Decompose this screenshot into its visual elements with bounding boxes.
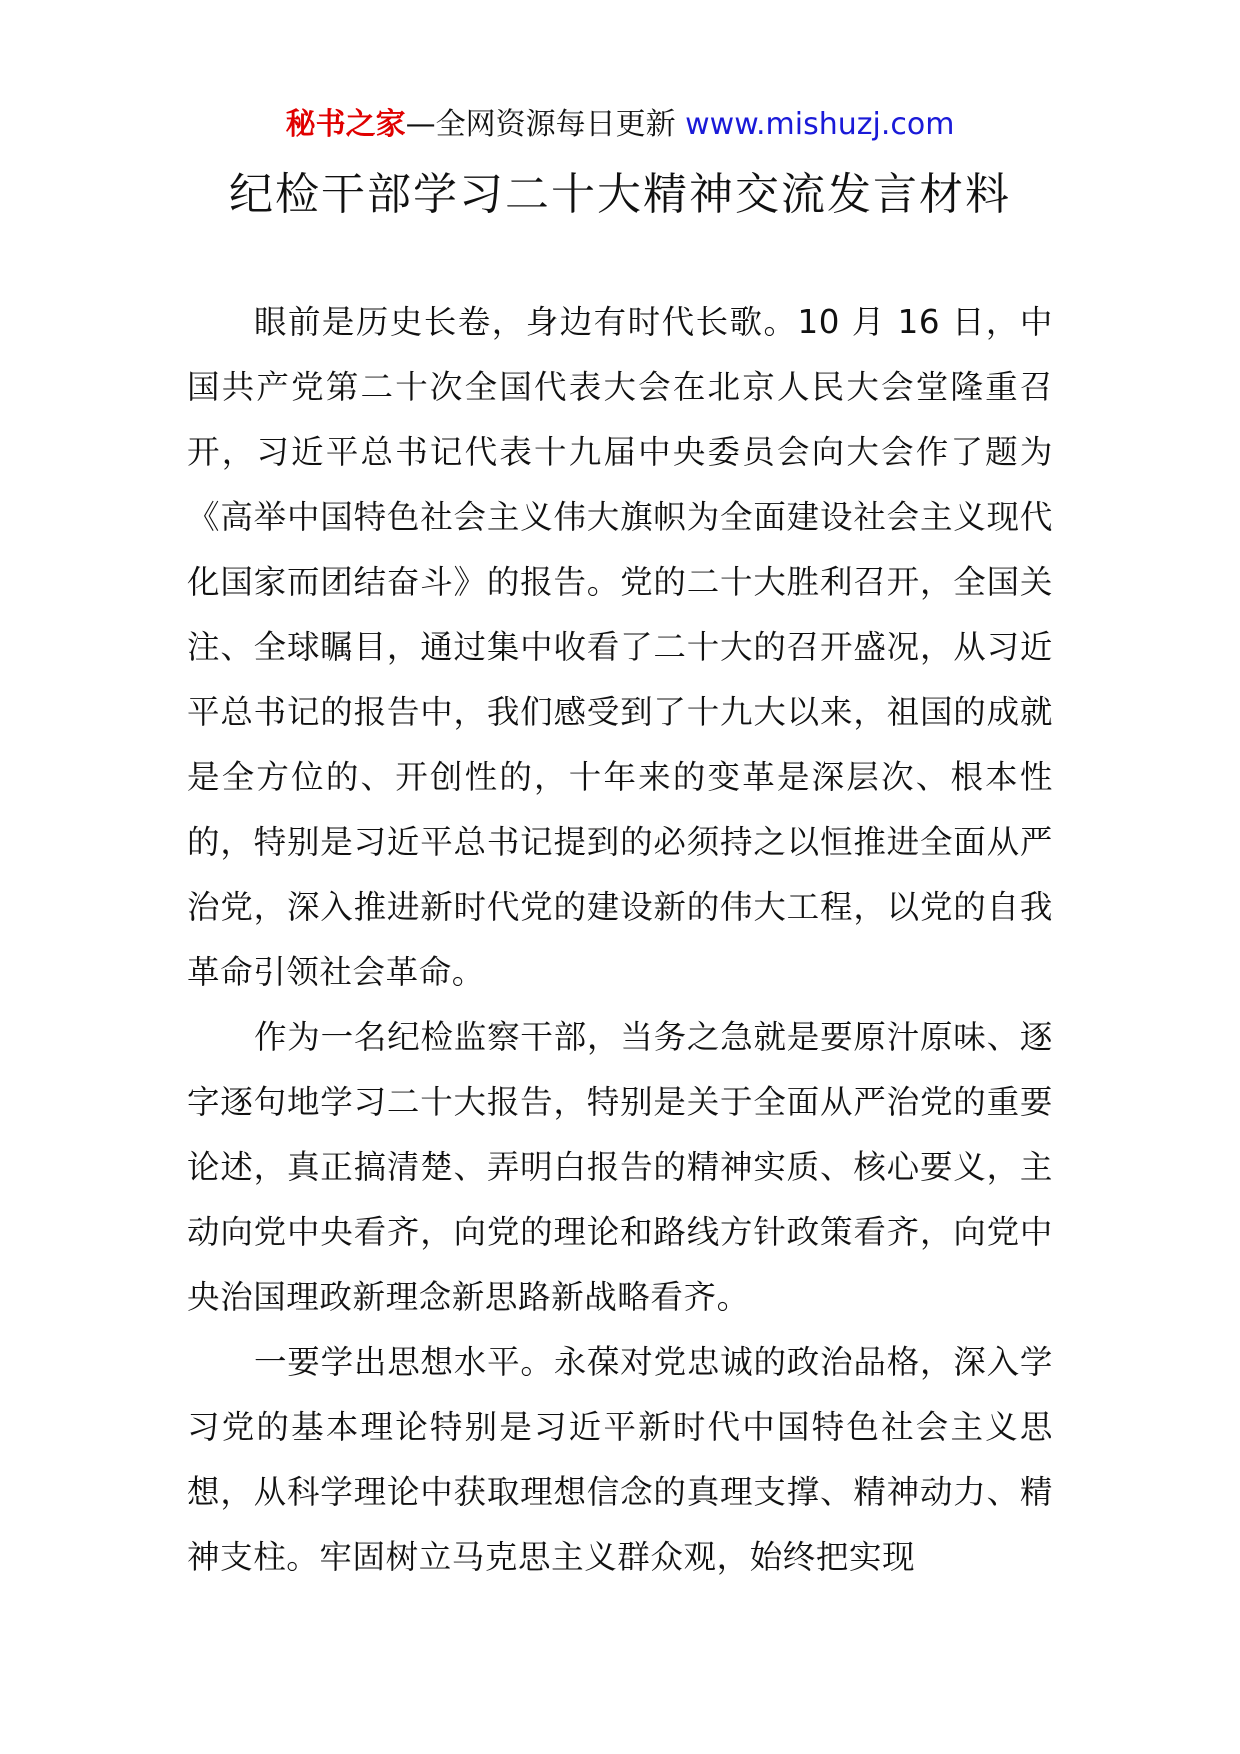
document-title: 纪检干部学习二十大精神交流发言材料 xyxy=(229,169,1011,220)
brand-name: 秘书之家 xyxy=(285,107,406,142)
document-body xyxy=(187,290,1053,1590)
site-header xyxy=(0,100,1240,150)
site-url-link[interactable]: www.mishuzj.com xyxy=(685,107,955,142)
paragraph-1: 眼前是历史长卷，身边有时代长歌。10 月 16 日，中国共产党第二十次全国代表大会在北京人民大会堂隆重召开，习近平总书记代表十九届中央委员会向大会作了题为《高举中国特色社会主义伟大旗帜为全面建设社会主义现代化国家而团结奋斗》的报告。党的二十大胜利召开，全国关注、全球瞩目，通过集中收看了二十大的召开盛况，从习近平总书记的报告中，我们感受到了十九大以来，祖国的成就是全方位的、开创性的，十年来的变革是深层次、根本性的，特别是习近平总书记提到的必须持之以恒推进全面从严治党，深入推进新时代党的建设新的伟大工程，以党的自我革命引领社会革命。 xyxy=(187,303,1053,991)
header-tagline: —全网资源每日更新 xyxy=(405,107,676,142)
paragraph-3: 一要学出思想水平。永葆对党忠诚的政治品格，深入学习党的基本理论特别是习近平新时代中国特色社会主义思想，从科学理论中获取理想信念的真理支撑、精神动力、精神支柱。牢固树立马克思主义群众观，始终把实现 xyxy=(187,1343,1053,1576)
paragraph-2: 作为一名纪检监察干部，当务之急就是要原汁原味、逐字逐句地学习二十大报告，特别是关于全面从严治党的重要论述，真正搞清楚、弄明白报告的精神实质、核心要义，主动向党中央看齐，向党的理论和路线方针政策看齐，向党中央治国理政新理念新思路新战略看齐。 xyxy=(187,1018,1053,1316)
